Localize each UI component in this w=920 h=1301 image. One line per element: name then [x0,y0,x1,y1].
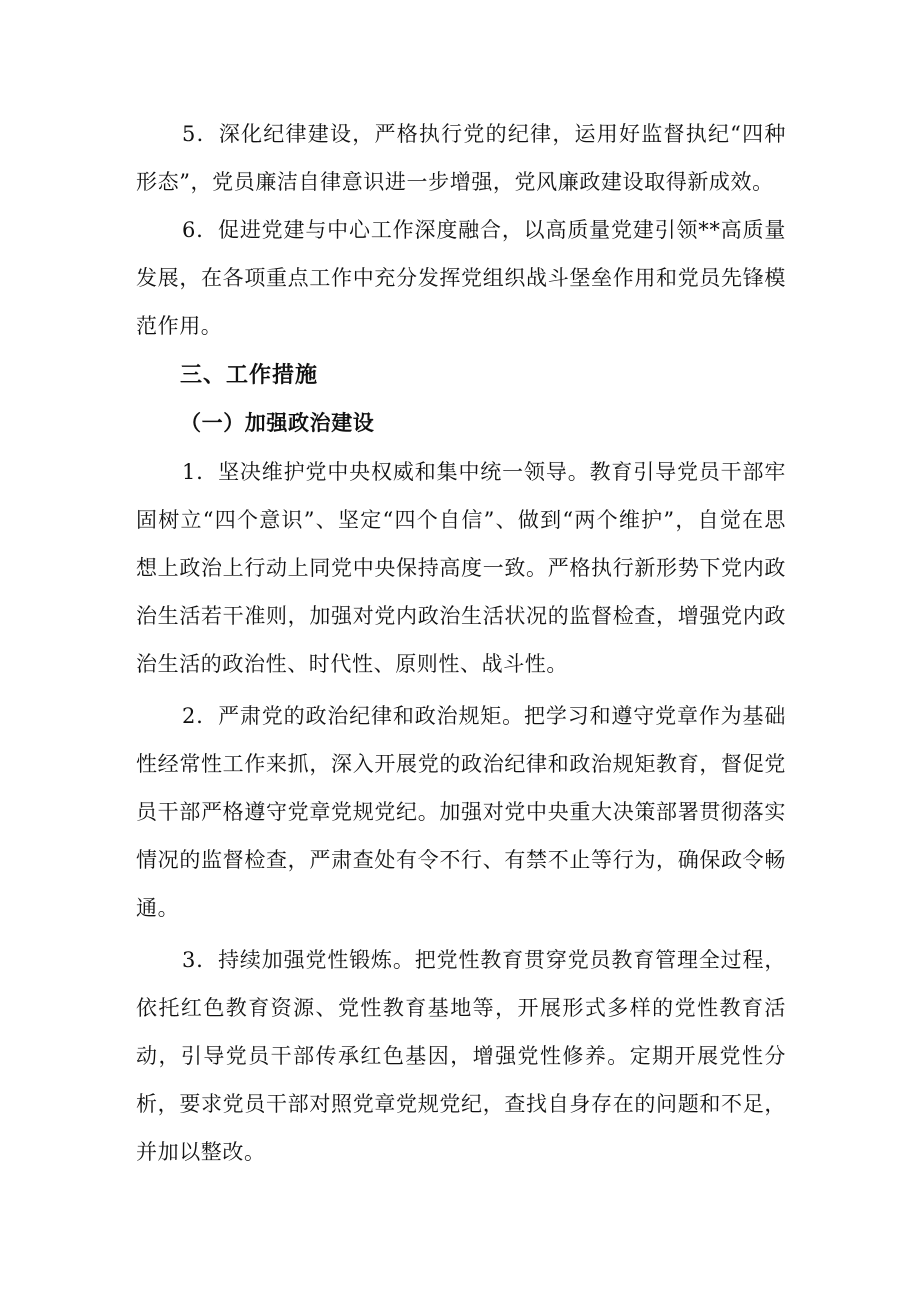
paragraph-measure-3: 3．持续加强党性锻炼。把党性教育贯穿党员教育管理全过程，依托红色教育资源、党性教育基地等，开展形式多样的党性教育活动，引导党员干部传承红色基因，增强党性修养。定期开展党性分析，要求党员干部对照党章党规党纪，查找自身存在的问题和不足，并加以整改。 [136,948,786,1164]
subsection-heading: （一）加强政治建设 [180,410,375,435]
paragraph-measure-1: 1．坚决维护党中央权威和集中统一领导。教育引导党员干部牢固树立“四个意识”、坚定“四个自信”、做到“两个维护”，自觉在思想上政治上行动上同党中央保持高度一致。严格执行新形势下党内政治生活若干准则，加强对党内政治生活状况的监督检查，增强党内政治生活的政治性、时代性、原则性、战斗性。 [136,460,786,676]
paragraph-item-5: 5．深化纪律建设，严格执行党的纪律，运用好监督执纪“四种形态”，党员廉洁自律意识进一步增强，党风廉政建设取得新成效。 [136,122,786,194]
paragraph-measure-2: 2．严肃党的政治纪律和政治规矩。把学习和遵守党章作为基础性经常性工作来抓，深入开展党的政治纪律和政治规矩教育，督促党员干部严格遵守党章党规党纪。加强对党中央重大决策部署贯彻落实情况的监督检查，严肃查处有令不行、有禁不止等行为，确保政令畅通。 [136,704,786,920]
paragraph-item-6: 6．促进党建与中心工作深度融合，以高质量党建引领**高质量发展，在各项重点工作中充分发挥党组织战斗堡垒作用和党员先锋模范作用。 [136,218,786,338]
section-heading: 三、工作措施 [180,363,319,388]
